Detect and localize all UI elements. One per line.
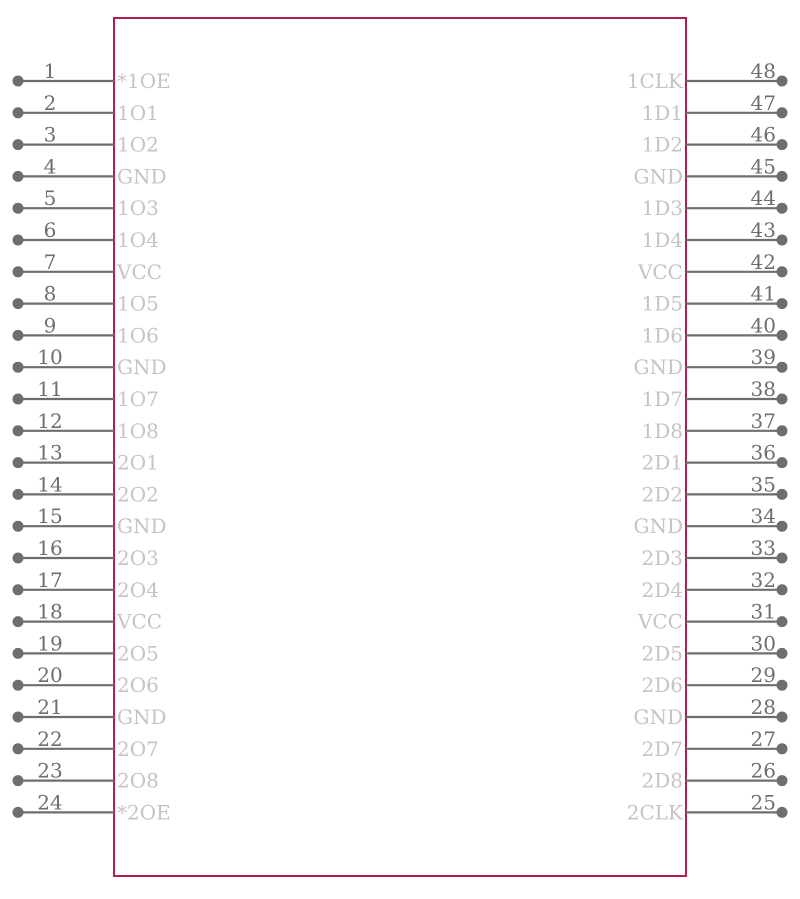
pin-left-2: [13, 91, 159, 125]
pin-right-44: [642, 186, 788, 220]
pin-label: GND: [633, 514, 683, 539]
pin-number: 17: [37, 567, 63, 592]
pin-label: 2D8: [641, 768, 683, 793]
pin-terminal-dot: [13, 807, 24, 818]
pin-terminal-dot: [777, 616, 788, 627]
pin-terminal-dot: [13, 266, 24, 277]
pin-number: 18: [37, 599, 63, 624]
pin-left-4: [13, 154, 167, 188]
pin-left-13: [13, 441, 159, 475]
pin-right-30: [642, 631, 788, 665]
pin-left-18: [13, 600, 163, 634]
pin-number: 42: [750, 249, 776, 274]
pin-terminal-dot: [13, 616, 24, 627]
pin-number: 36: [750, 440, 776, 465]
pin-right-35: [642, 472, 788, 506]
pin-label: 2D3: [641, 546, 683, 570]
pin-left-10: [13, 345, 167, 379]
pin-label: 1O8: [117, 418, 159, 443]
pin-terminal-dot: [13, 330, 24, 341]
ic-body-outline: [114, 18, 686, 876]
pin-terminal-dot: [13, 394, 24, 405]
pin-number: 34: [750, 504, 776, 529]
pin-terminal-dot: [777, 489, 788, 500]
pin-label: 2O1: [117, 450, 159, 475]
pin-terminal-dot: [13, 203, 24, 214]
pin-right-37: [642, 409, 788, 443]
pin-label: 1D3: [641, 196, 683, 221]
pin-left-9: [13, 313, 159, 347]
right-pin-column: [627, 59, 788, 824]
pin-label: 2O8: [117, 768, 159, 793]
pin-number: 4: [43, 154, 57, 179]
pin-left-6: [13, 218, 159, 252]
pin-label: *2OE: [117, 800, 171, 825]
pin-terminal-dot: [13, 680, 24, 691]
pin-number: 47: [750, 90, 776, 115]
pin-terminal-dot: [13, 584, 24, 595]
pin-number: 12: [37, 408, 63, 433]
pin-label: 1O7: [117, 387, 159, 411]
pin-left-7: [13, 250, 163, 284]
pin-left-12: [13, 409, 159, 443]
pin-left-21: [13, 695, 167, 729]
pin-number: 7: [43, 249, 57, 274]
pin-left-1: [13, 59, 171, 93]
pin-label: 1O2: [117, 132, 159, 157]
pin-number: 15: [37, 504, 63, 529]
pin-terminal-dot: [777, 266, 788, 277]
pin-left-19: [13, 631, 159, 665]
pin-terminal-dot: [13, 712, 24, 723]
pin-label: 1O5: [117, 291, 159, 316]
pin-terminal-dot: [777, 553, 788, 564]
pin-label: VCC: [117, 609, 163, 634]
pin-label: GND: [117, 164, 167, 189]
pin-label: VCC: [637, 609, 683, 634]
pin-terminal-dot: [777, 680, 788, 691]
pin-terminal-dot: [13, 171, 24, 182]
pin-right-33: [642, 536, 788, 570]
pin-right-39: [633, 345, 787, 379]
pin-number: 33: [750, 536, 776, 560]
pin-number: 45: [750, 154, 776, 179]
pin-right-26: [642, 759, 788, 793]
pin-terminal-dot: [777, 584, 788, 595]
pin-right-27: [642, 727, 788, 761]
left-pin-column: [13, 59, 171, 824]
pin-terminal-dot: [777, 330, 788, 341]
pin-label: GND: [117, 705, 167, 729]
pin-label: 2D5: [641, 641, 683, 666]
pin-right-48: [627, 59, 788, 93]
pin-terminal-dot: [777, 394, 788, 405]
pin-number: 22: [37, 726, 63, 751]
pin-right-38: [642, 377, 788, 411]
pin-number: 48: [750, 59, 776, 83]
pin-label: 1O6: [117, 323, 159, 348]
pin-label: GND: [633, 705, 683, 729]
pin-number: 19: [37, 631, 63, 656]
pin-left-8: [13, 282, 159, 316]
pin-left-16: [13, 536, 159, 570]
pin-terminal-dot: [13, 648, 24, 659]
pin-label: 1D6: [641, 323, 683, 348]
pin-number: 35: [750, 472, 776, 497]
pin-label: 2O6: [117, 673, 159, 698]
pin-number: 14: [37, 472, 63, 497]
pin-number: 40: [750, 313, 776, 338]
pin-number: 41: [750, 281, 776, 306]
pin-label: 2D4: [641, 577, 683, 602]
pin-terminal-dot: [777, 807, 788, 818]
pin-number: 46: [750, 122, 776, 147]
pin-terminal-dot: [777, 775, 788, 786]
pin-number: 21: [37, 695, 63, 719]
pin-right-40: [642, 313, 788, 347]
pin-terminal-dot: [13, 743, 24, 754]
pin-right-34: [633, 504, 787, 538]
pin-right-45: [633, 154, 787, 188]
pin-number: 29: [750, 663, 776, 688]
pin-number: 24: [37, 790, 63, 815]
pin-right-32: [642, 568, 788, 602]
pin-label: 2D2: [641, 482, 683, 507]
pin-number: 43: [750, 218, 776, 242]
pin-left-20: [13, 663, 159, 697]
pin-terminal-dot: [13, 775, 24, 786]
pin-label: GND: [633, 355, 683, 380]
pin-number: 10: [37, 345, 63, 370]
pin-label: 1CLK: [626, 69, 683, 93]
pin-right-25: [627, 790, 788, 824]
pin-number: 37: [750, 408, 776, 433]
pin-terminal-dot: [13, 362, 24, 373]
pin-label: 2O2: [117, 482, 159, 507]
pin-terminal-dot: [777, 425, 788, 436]
pin-label: VCC: [637, 259, 683, 284]
pin-terminal-dot: [13, 76, 24, 87]
pin-label: 2O3: [117, 546, 159, 570]
pin-terminal-dot: [777, 235, 788, 246]
pin-left-24: [13, 790, 171, 824]
pin-number: 3: [43, 122, 57, 147]
pin-number: 32: [750, 567, 776, 592]
pin-terminal-dot: [777, 362, 788, 373]
pin-number: 38: [750, 377, 776, 401]
pin-label: 2D1: [641, 450, 683, 475]
pin-label: 1O3: [117, 196, 159, 221]
pin-label: 2O5: [117, 641, 159, 666]
pin-right-43: [642, 218, 788, 252]
pin-number: 23: [37, 758, 63, 783]
pin-terminal-dot: [777, 107, 788, 118]
pin-left-14: [13, 472, 159, 506]
pin-number: 9: [43, 313, 57, 338]
pin-label: 2CLK: [626, 800, 683, 825]
pin-label: 1O4: [117, 228, 159, 252]
pin-number: 20: [37, 663, 63, 688]
pin-terminal-dot: [13, 298, 24, 309]
pin-left-5: [13, 186, 159, 220]
pin-terminal-dot: [13, 425, 24, 436]
pin-label: GND: [117, 514, 167, 539]
pin-left-11: [13, 377, 159, 411]
pin-terminal-dot: [13, 139, 24, 150]
pin-number: 13: [37, 440, 63, 465]
pin-label: 1D5: [641, 291, 683, 316]
pin-left-3: [13, 123, 159, 157]
pin-right-28: [633, 695, 787, 729]
pin-label: 2O7: [117, 736, 159, 761]
pin-terminal-dot: [777, 298, 788, 309]
pin-label: 1D8: [641, 418, 683, 443]
pin-terminal-dot: [13, 107, 24, 118]
pin-terminal-dot: [777, 76, 788, 87]
pin-terminal-dot: [13, 489, 24, 500]
pin-number: 1: [43, 59, 57, 83]
pin-label: 1D2: [641, 132, 683, 157]
pin-number: 16: [37, 536, 63, 560]
pin-right-29: [642, 663, 788, 697]
pin-number: 30: [750, 631, 776, 656]
pin-label: GND: [117, 355, 167, 380]
pin-number: 11: [37, 377, 63, 401]
pin-terminal-dot: [777, 457, 788, 468]
pin-label: 2O4: [117, 577, 159, 602]
pin-number: 25: [750, 790, 776, 815]
pin-terminal-dot: [777, 521, 788, 532]
pin-terminal-dot: [13, 457, 24, 468]
pin-terminal-dot: [777, 743, 788, 754]
pin-terminal-dot: [13, 235, 24, 246]
pin-label: 1D7: [641, 387, 683, 411]
pin-left-15: [13, 504, 167, 538]
pin-number: 5: [43, 186, 57, 211]
pin-right-46: [642, 123, 788, 157]
pin-terminal-dot: [13, 521, 24, 532]
pin-left-23: [13, 759, 159, 793]
pin-label: GND: [633, 164, 683, 189]
pin-right-47: [642, 91, 788, 125]
pin-number: 28: [750, 695, 776, 719]
pin-terminal-dot: [777, 139, 788, 150]
pin-number: 2: [43, 90, 57, 115]
pin-right-36: [642, 441, 788, 475]
pin-number: 8: [43, 281, 57, 306]
pin-number: 44: [750, 186, 776, 211]
pin-label: 2D6: [641, 673, 683, 698]
pin-number: 39: [750, 345, 776, 370]
pin-left-22: [13, 727, 159, 761]
pin-number: 6: [43, 218, 57, 242]
pin-number: 26: [750, 758, 776, 783]
pin-label: 1D1: [641, 100, 683, 125]
pin-terminal-dot: [13, 553, 24, 564]
pin-terminal-dot: [777, 648, 788, 659]
pin-terminal-dot: [777, 203, 788, 214]
pin-label: VCC: [117, 259, 163, 284]
pin-label: 1O1: [117, 100, 159, 125]
pin-number: 31: [750, 599, 776, 624]
pin-label: *1OE: [117, 69, 171, 93]
pin-label: 1D4: [641, 228, 683, 252]
pin-right-42: [637, 250, 788, 284]
pin-left-17: [13, 568, 159, 602]
pin-right-41: [642, 282, 788, 316]
pin-right-31: [637, 600, 788, 634]
pin-label: 2D7: [641, 736, 683, 761]
pin-terminal-dot: [777, 712, 788, 723]
pin-number: 27: [750, 726, 776, 751]
pin-terminal-dot: [777, 171, 788, 182]
